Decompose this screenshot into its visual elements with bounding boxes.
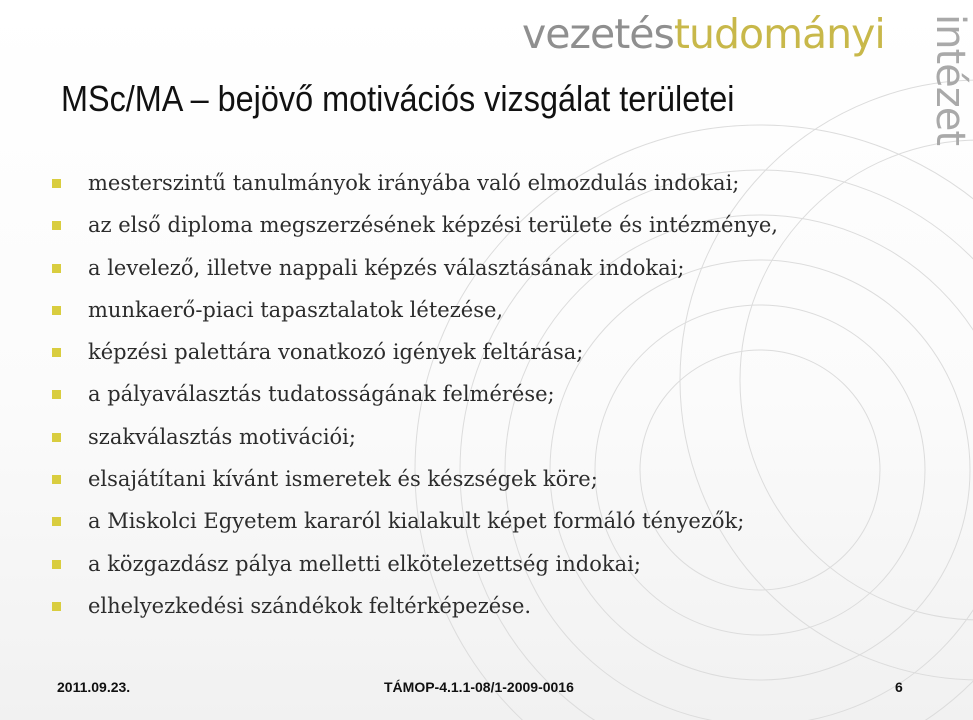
bullet-item xyxy=(49,331,778,373)
bullet-item xyxy=(49,500,778,542)
bullet-text: a közgazdász pálya melletti elkötelezettség indokai; xyxy=(88,551,641,576)
square-bullet-icon xyxy=(52,179,61,188)
bullet-list xyxy=(49,162,778,627)
bullet-item xyxy=(49,162,778,204)
bullet-text: a pályaválasztás tudatosságának felmérése; xyxy=(88,382,555,407)
bullet-text: elhelyezkedési szándékok feltérképezése. xyxy=(88,593,532,618)
bullet-item xyxy=(49,458,778,500)
bullet-text: elsajátítani kívánt ismeretek és készségek köre; xyxy=(88,467,598,492)
bullet-text: az első diploma megszerzésének képzési területe és intézménye, xyxy=(88,213,778,238)
square-bullet-icon xyxy=(52,390,61,399)
square-bullet-icon xyxy=(52,221,61,230)
bullet-text: a Miskolci Egyetem kararól kialakult képet formáló tényezők; xyxy=(88,509,745,534)
bullet-text: képzési palettára vonatkozó igények feltárása; xyxy=(88,340,584,365)
bullet-text: szakválasztás motivációi; xyxy=(88,424,356,449)
square-bullet-icon xyxy=(52,602,61,611)
bullet-item xyxy=(49,204,778,246)
bullet-item xyxy=(49,543,778,585)
bullet-text: mesterszintű tanulmányok irányába való elmozdulás indokai; xyxy=(88,171,740,195)
bullet-text: munkaerő-piaci tapasztalatok létezése, xyxy=(88,297,504,322)
bullet-item xyxy=(49,247,778,289)
bullet-item xyxy=(49,373,778,415)
footer-date: 2011.09.23. xyxy=(57,679,131,695)
bullet-item xyxy=(49,289,778,331)
square-bullet-icon xyxy=(52,306,61,315)
square-bullet-icon xyxy=(52,433,61,442)
bullet-text: a levelező, illetve nappali képzés választásának indokai; xyxy=(88,255,685,280)
square-bullet-icon xyxy=(52,517,61,526)
square-bullet-icon xyxy=(52,560,61,569)
square-bullet-icon xyxy=(52,475,61,484)
footer-project-code: TÁMOP-4.1.1-08/1-2009-0016 xyxy=(384,679,574,695)
slide-title: MSc/MA – bejövő motivációs vizsgálat területei xyxy=(61,78,735,119)
logo-word-2: tudományi xyxy=(673,10,885,58)
square-bullet-icon xyxy=(52,348,61,357)
logo-word-1: vezetés xyxy=(522,10,674,58)
square-bullet-icon xyxy=(52,264,61,273)
bullet-item xyxy=(49,585,778,627)
logo xyxy=(522,4,885,64)
page-number: 6 xyxy=(895,679,903,695)
bullet-item xyxy=(49,416,778,458)
logo-vertical-text: intézet xyxy=(927,14,973,146)
